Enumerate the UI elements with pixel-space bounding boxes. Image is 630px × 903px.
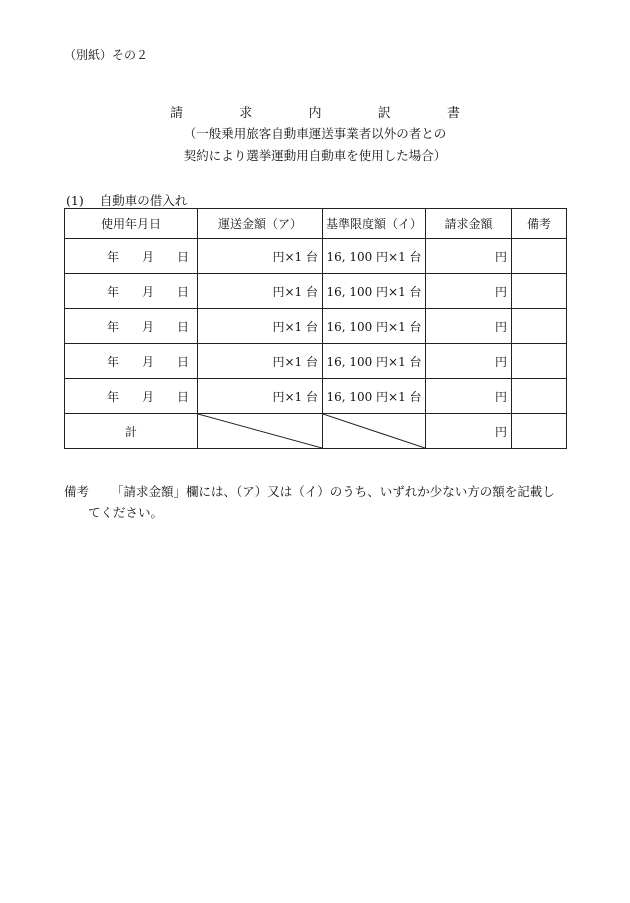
year-label: 年 [107,389,120,404]
annex-label: （別紙）その２ [64,48,149,62]
date-cell[interactable] [65,309,198,344]
header-limit-amount: 基準限度額（イ） [323,209,426,239]
month-label: 月 [141,389,154,404]
note-cell[interactable] [512,379,567,414]
claim-amount-cell[interactable]: 円 [426,309,512,344]
limit-total-struck-cell [323,414,426,449]
month-label: 月 [141,319,154,334]
table-header-row [65,209,567,239]
note-cell[interactable] [512,309,567,344]
document-title [170,102,460,121]
transport-amount-cell[interactable]: 円×1 台 [198,309,323,344]
date-cell[interactable] [65,344,198,379]
section-number: (1) [66,193,84,208]
title-char: 求 [239,106,253,121]
remarks-label: 備考 [64,484,90,499]
limit-amount-cell: 16, 100 円×1 台 [323,309,426,344]
header-claim-amount: 請求金額 [426,209,512,239]
note-cell[interactable] [512,344,567,379]
date-cell[interactable] [65,239,198,274]
title-char: 書 [446,106,460,121]
transport-amount-cell[interactable]: 円×1 台 [198,344,323,379]
claim-amount-cell[interactable]: 円 [426,239,512,274]
month-label: 月 [141,354,154,369]
year-label: 年 [107,319,120,334]
title-char: 請 [170,106,184,121]
header-remarks: 備考 [512,209,567,239]
total-row [65,414,567,449]
claim-amount-cell[interactable]: 円 [426,274,512,309]
remarks-text-1: 「請求金額」欄には、（ア）又は（イ）のうち、いずれか少ない方の額を記載し [111,484,555,499]
date-cell[interactable] [65,379,198,414]
title-char: 内 [308,106,322,121]
section-title: 自動車の借入れ [99,193,188,208]
year-label: 年 [107,249,120,264]
note-cell[interactable] [512,274,567,309]
transport-amount-cell[interactable]: 円×1 台 [198,274,323,309]
table-row [65,379,567,414]
day-label: 日 [176,284,189,299]
section-heading [66,191,187,209]
claim-amount-cell[interactable]: 円 [426,344,512,379]
remarks-text-2: てください。 [88,505,164,520]
note-total-cell[interactable] [512,414,567,449]
limit-amount-cell: 16, 100 円×1 台 [323,274,426,309]
transport-total-struck-cell [198,414,323,449]
title-char: 訳 [377,106,391,121]
limit-amount-cell: 16, 100 円×1 台 [323,379,426,414]
day-label: 日 [176,319,189,334]
date-cell[interactable] [65,274,198,309]
month-label: 月 [141,249,154,264]
month-label: 月 [141,284,154,299]
day-label: 日 [176,249,189,264]
table-row [65,309,567,344]
diagonal-strike [323,414,425,448]
year-label: 年 [107,354,120,369]
header-date: 使用年月日 [65,209,198,239]
day-label: 日 [176,389,189,404]
remarks-line-1 [64,482,555,500]
subtitle-line-1: （一般乗用旅客自動車運送事業者以外の者との [183,126,447,141]
total-label: 計 [65,414,198,449]
claim-total-cell[interactable]: 円 [426,414,512,449]
subtitle-line-2: 契約により選挙運動用自動車を使用した場合） [183,148,447,163]
table-row [65,344,567,379]
table-row [65,239,567,274]
header-transport-amount: 運送金額（ア） [198,209,323,239]
note-cell[interactable] [512,239,567,274]
limit-amount-cell: 16, 100 円×1 台 [323,344,426,379]
claim-amount-cell[interactable]: 円 [426,379,512,414]
transport-amount-cell[interactable]: 円×1 台 [198,239,323,274]
limit-amount-cell: 16, 100 円×1 台 [323,239,426,274]
diagonal-strike [198,414,322,448]
table-row [65,274,567,309]
year-label: 年 [107,284,120,299]
transport-amount-cell[interactable]: 円×1 台 [198,379,323,414]
invoice-detail-table [64,208,567,449]
day-label: 日 [176,354,189,369]
